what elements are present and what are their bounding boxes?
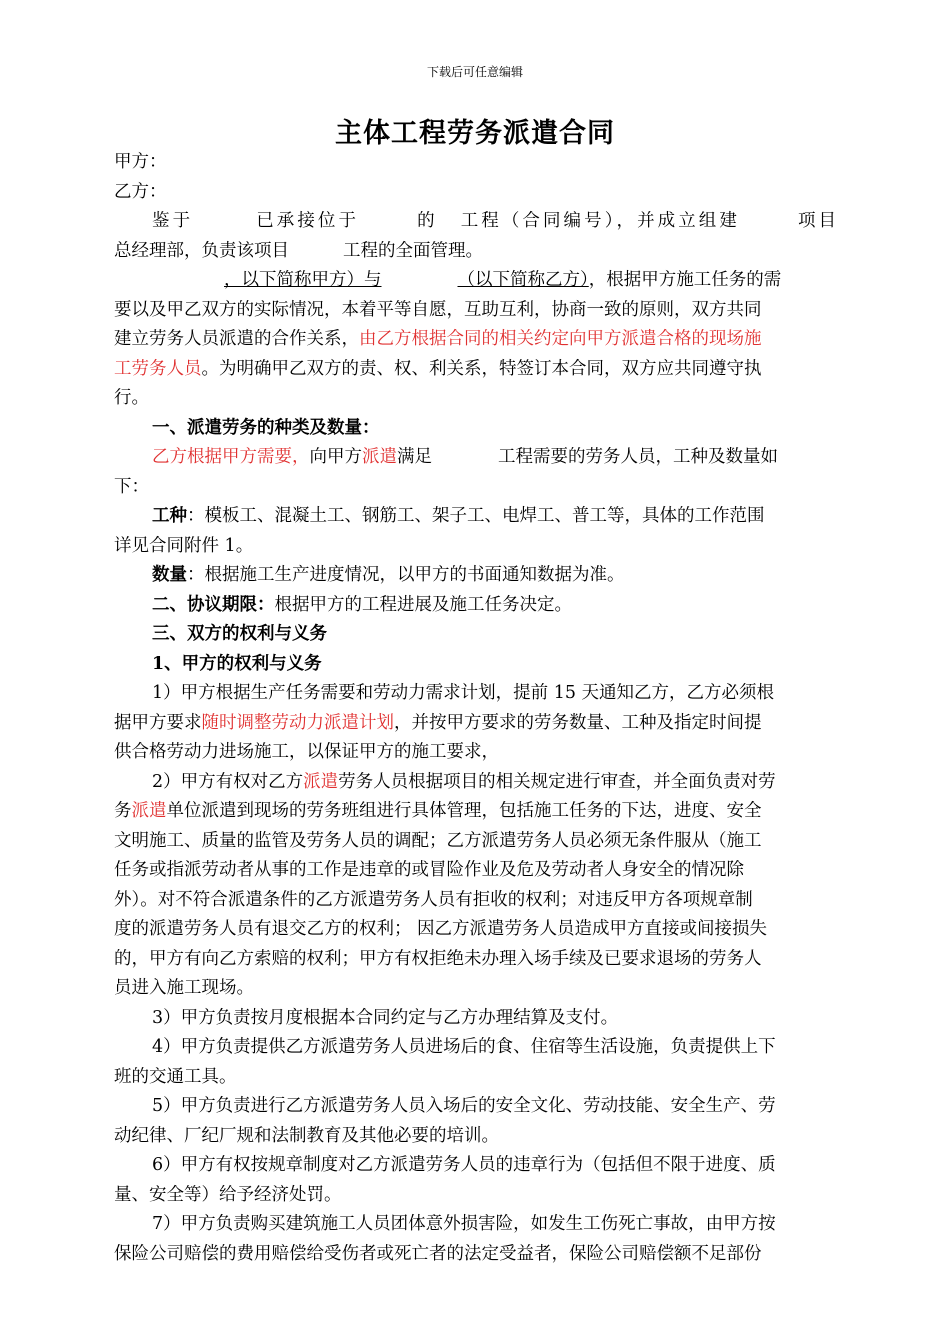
clause-line: 3）甲方负责按月度根据本合同约定与乙方办理结算及支付。 — [152, 1007, 619, 1028]
text: 工程（合同编号），并成立组建 — [457, 211, 740, 231]
highlight-text: 随时调整劳动力派遣计划 — [201, 712, 394, 733]
section-heading: 二、协议期限： — [152, 594, 275, 615]
text-line: 要以及甲乙双方的实际情况，本着平等自愿，互助互利，协商一致的原则，双方共同 — [114, 299, 762, 320]
highlight-text: 乙方根据甲方需要， — [152, 447, 310, 467]
preamble-line — [114, 207, 836, 237]
page-title: 主体工程劳务派遣合同 — [335, 118, 615, 149]
clause-line: 班的交通工具。 — [114, 1066, 237, 1087]
party-a-line: 甲方： — [114, 152, 167, 172]
highlight-text: 派遣 — [131, 801, 167, 821]
text-line: 下： — [114, 476, 149, 497]
clause-line: 保险公司赔偿的费用赔偿给受伤者或死亡者的法定受益者，保险公司赔偿额不足部份 — [114, 1243, 762, 1264]
clause-line: 6）甲方有权按规章制度对乙方派遣劳务人员的违章行为（包括但不限于进度、质 — [152, 1155, 776, 1175]
highlight-text: 派遣 — [303, 771, 339, 792]
quantity-line: 数量：根据施工生产进度情况，以甲方的书面通知数据为准。 — [152, 565, 625, 585]
quantity-label: 数量 — [152, 565, 187, 585]
clause-line: 文明施工、质量的监管及劳务人员的调配；乙方派遣劳务人员必须无条件服从（施工 — [114, 830, 762, 851]
clause-line: 1）甲方根据生产任务需要和劳动力需求计划，提前 15 天通知乙方，乙方必须根 — [152, 683, 775, 703]
text: 总经理部，负责该项目 — [114, 240, 289, 261]
section-heading: 一、派遣劳务的种类及数量： — [152, 417, 380, 438]
clause-line: 动纪律、厂纪厂规和法制教育及其他必要的培训。 — [114, 1125, 499, 1146]
clause-line: 务派遣单位派遣到现场的劳务班组进行具体管理，包括施工任务的下达，进度、安全 — [114, 801, 762, 821]
clause-line: 4）甲方负责提供乙方派遣劳务人员进场后的食、住宿等生活设施，负责提供上下 — [152, 1037, 776, 1057]
text: 工程的全面管理。 — [343, 240, 483, 261]
text: 已承接位于 — [253, 211, 360, 231]
work-type-label: 工种 — [152, 506, 187, 526]
clause-line: 度的派遣劳务人员有退交乙方的权利； 因乙方派遣劳务人员造成甲方直接或间接损失 — [114, 919, 768, 939]
party-b-line: 乙方： — [114, 181, 167, 202]
blank-party-b: （以下简称乙方） — [457, 270, 589, 290]
clause-line: 任务或指派劳动者从事的工作是违章的或冒险作业及危及劳动者人身安全的情况除 — [114, 860, 744, 880]
clause-line: 员进入施工现场。 — [114, 978, 254, 998]
contract-body — [114, 148, 836, 1269]
clause-line: 供合格劳动力进场施工，以保证甲方的施工要求， — [114, 742, 499, 762]
text: 鉴于 — [152, 211, 194, 231]
clause-line: 据甲方要求随时调整劳动力派遣计划，并按甲方要求的劳务数量、工种及指定时间提 — [114, 712, 762, 733]
blank-party-a: ，以下简称甲方）与 — [224, 270, 382, 290]
clause-line: 7）甲方负责购买建筑施工人员团体意外损害险，如发生工伤死亡事故，由甲方按 — [152, 1214, 776, 1234]
clause-line: 的，甲方有向乙方索赔的权利；甲方有权拒绝未办理入场手续及已要求退场的劳务人 — [114, 948, 762, 969]
text-line: 乙方根据甲方需要，向甲方派遣满足 工程需要的劳务人员，工种及数量如 — [152, 447, 778, 467]
preamble-line — [114, 237, 836, 267]
text-line: 详见合同附件 1。 — [114, 535, 254, 556]
subsection-heading: 1、甲方的权利与义务 — [152, 653, 322, 674]
text: ，根据甲方施工任务的需 — [588, 270, 782, 290]
text-line: 建立劳务人员派遣的合作关系，由乙方根据合同的相关约定向甲方派遣合格的现场施 — [114, 329, 762, 349]
highlight-text: 由乙方根据合同的相关约定向甲方派遣合格的现场施 — [359, 329, 762, 349]
highlight-text: 工劳务人员 — [114, 358, 202, 379]
parties-line — [114, 266, 836, 296]
clause-line: 2）甲方有权对乙方派遣劳务人员根据项目的相关规定进行审查，并全面负责对劳 — [152, 771, 776, 792]
text-line: 行。 — [114, 388, 149, 408]
clause-line: 5）甲方负责进行乙方派遣劳务人员入场后的安全文化、劳动技能、安全生产、劳 — [152, 1096, 776, 1116]
section-heading: 三、双方的权利与义务 — [152, 624, 327, 644]
clause-line: 外）。对不符合派遣条件的乙方派遣劳务人员有拒收的权利；对违反甲方各项规章制 — [114, 889, 753, 910]
clause-line: 量、安全等）给予经济处罚。 — [114, 1184, 342, 1205]
text: 项目 — [794, 211, 837, 231]
text: 的 — [414, 211, 438, 231]
work-type-line: 工种：模板工、混凝土工、钢筋工、架子工、电焊工、普工等，具体的工作范围 — [152, 506, 765, 526]
text-line: 工劳务人员。为明确甲乙双方的责、权、利关系，特签订本合同，双方应共同遵守执 — [114, 358, 762, 379]
header-note: 下载后可任意编辑 — [426, 65, 523, 79]
highlight-text: 派遣 — [362, 447, 397, 467]
term-line: 二、协议期限：根据甲方的工程进展及施工任务决定。 — [152, 594, 572, 615]
